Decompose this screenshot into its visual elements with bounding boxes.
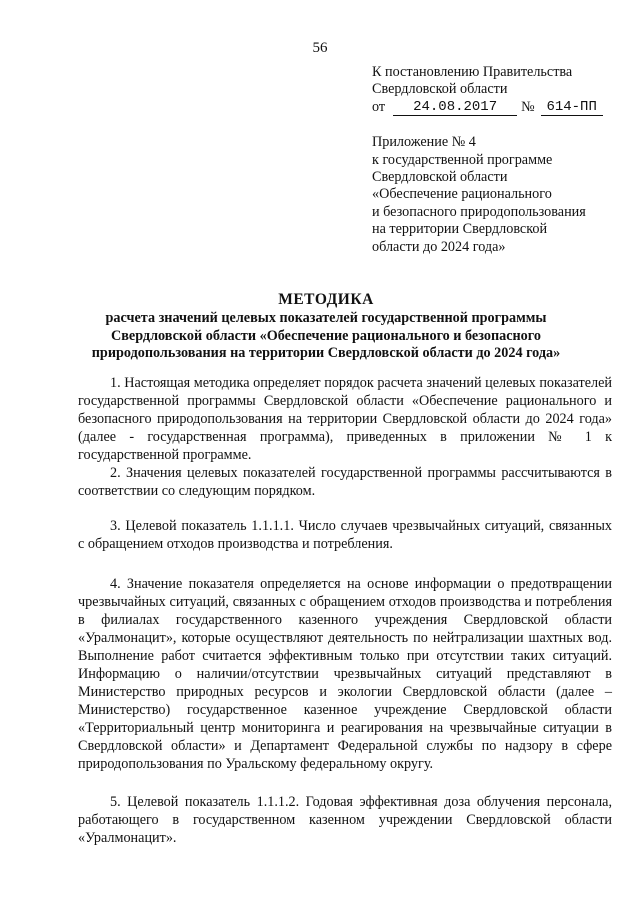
appendix-line: «Обеспечение рационального <box>372 186 552 203</box>
resolution-date: 24.08.2017 <box>393 99 517 116</box>
subtitle-line: природопользования на территории Свердловской области до 2024 года» <box>91 345 561 362</box>
resolution-date-line <box>372 99 634 116</box>
number-prefix: № <box>521 98 535 115</box>
paragraph-4: 4. Значение показателя определяется на основе информации о предотвращении чрезвычайных ситуаций, связанных с обращением отходов производства и потребления в филиалах государственного казенного учреждения Свердловской области «Уралмонацит», которые осуществляют деятельность по нейтрализации шахтных вод. Выполнение работ считается эффективным только при отсутствии таких ситуаций. Информацию о наличии/отсутствии чрезвычайных ситуаций представляют в Министерство природных ресурсов и экологии Свердловской области (далее – Министерство) государственное казенное учреждение Свердловской области «Территориальный центр мониторинга и реагирования на чрезвычайные ситуации в Свердловской области» и Департамент Федеральной службы по надзору в сфере природопользования по Уральскому федеральному округу. <box>78 576 612 772</box>
document-title-block <box>40 290 612 363</box>
resolution-number: 614-ПП <box>541 99 603 116</box>
subtitle-line: расчета значений целевых показателей государственной программы <box>105 310 547 326</box>
appendix-line: области до 2024 года» <box>372 238 506 255</box>
page-number: 56 <box>312 40 328 56</box>
date-prefix: от <box>372 98 386 115</box>
paragraph-1: 1. Настоящая методика определяет порядок расчета значений целевых показателей государственной программы Свердловской области «Обеспечение рационального и безопасного природопользования на территории Свердловской области до 2024 года» (далее - государственная программа), приведенных в приложении № 1 к государственной программе. <box>78 375 612 463</box>
appendix-line: и безопасного природопользования <box>372 203 586 220</box>
paragraph-2: 2. Значения целевых показателей государственной программы рассчитываются в соответствии со следующим порядком. <box>78 465 612 499</box>
document-body <box>78 374 612 847</box>
resolution-line: К постановлению Правительства <box>372 64 573 80</box>
appendix-line: на территории Свердловской <box>372 221 548 238</box>
paragraph-3: 3. Целевой показатель 1.1.1.1. Число случаев чрезвычайных ситуаций, связанных с обращением отходов производства и потребления. <box>78 518 612 552</box>
appendix-line: Приложение № 4 <box>372 134 476 151</box>
resolution-header <box>372 64 634 256</box>
document-title: МЕТОДИКА <box>278 291 374 308</box>
resolution-line: Свердловской области <box>372 81 508 98</box>
subtitle-line: Свердловской области «Обеспечение рационального и безопасного <box>111 327 541 344</box>
paragraph-5: 5. Целевой показатель 1.1.1.2. Годовая эффективная доза облучения персонала, работающего в государственном казенном учреждении Свердловской области «Уралмонацит». <box>78 794 612 846</box>
appendix-line: Свердловской области <box>372 169 508 186</box>
appendix-line: к государственной программе <box>372 151 553 168</box>
